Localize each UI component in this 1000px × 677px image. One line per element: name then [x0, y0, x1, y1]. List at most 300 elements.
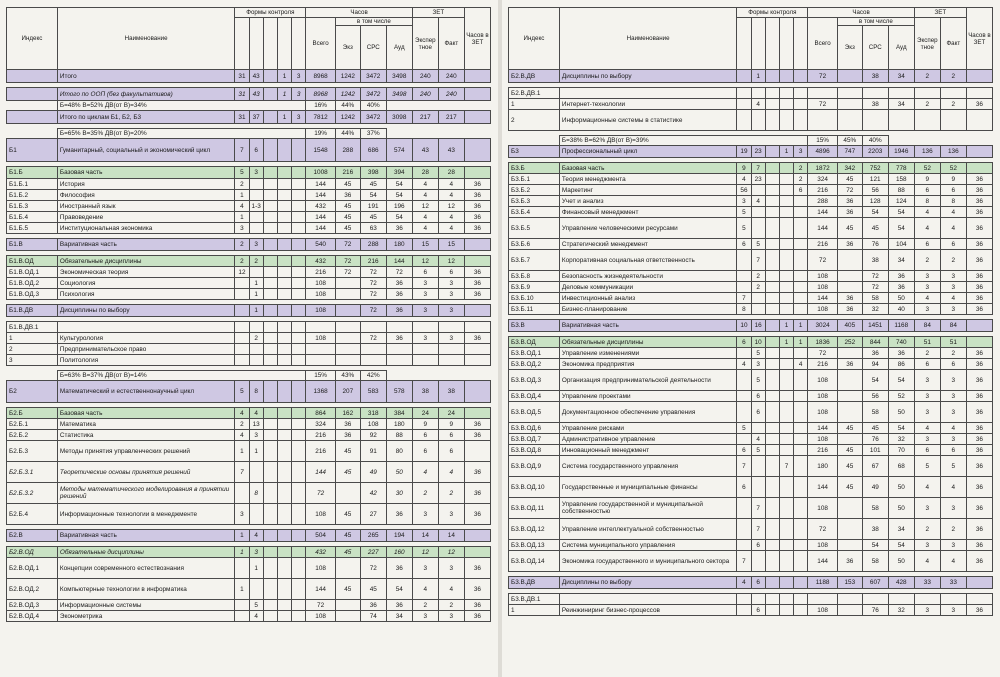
cell-exam: 45: [335, 179, 360, 190]
cell-srs: 94: [862, 359, 888, 370]
cell-form-1: 3: [235, 504, 249, 525]
cell-form-2: [249, 190, 263, 201]
cell-form-1: [737, 250, 751, 271]
cell-form-3: [263, 70, 277, 83]
cell-form-1: [737, 519, 751, 540]
cell-aud: 54: [386, 179, 412, 190]
cell-exam: 45: [335, 547, 360, 558]
cell-form-3: [263, 441, 277, 462]
cell-form-3: [765, 146, 779, 158]
cell-expert: 3: [412, 305, 438, 317]
ratio-spacer: [386, 371, 490, 381]
cell-form-4: [277, 256, 291, 267]
cell-form-1: [737, 498, 751, 519]
cell-form-3: [765, 271, 779, 282]
cell-srs: 49: [862, 477, 888, 498]
cell-fact: 3: [940, 402, 966, 423]
cell-srs: 72: [360, 267, 386, 278]
header-total: Всего: [306, 18, 336, 70]
cell-form-2: 4: [751, 196, 765, 207]
cell-srs: 288: [360, 239, 386, 251]
header-form-col: [765, 18, 779, 70]
cell-form-5: [292, 344, 306, 355]
cell-aud: 3498: [386, 70, 412, 83]
cell-srs: 318: [360, 408, 386, 419]
cell-exam: [335, 558, 360, 579]
right-page: [502, 0, 1000, 677]
cell-hours-per-zet: [464, 139, 490, 162]
cell-form-1: [235, 289, 249, 300]
cell-aud: 194: [386, 530, 412, 542]
cell-form-5: 2: [794, 163, 808, 174]
cell-hours-per-zet: 36: [464, 179, 490, 190]
cell-expert: 217: [412, 111, 438, 124]
cell-srs: 38: [862, 250, 888, 271]
cell-expert: 4: [412, 190, 438, 201]
cell-name: Базовая часть: [57, 167, 234, 179]
cell-index: Б3.Б.8: [509, 271, 560, 282]
cell-index: Б3.Б.10: [509, 293, 560, 304]
cell-form-3: [765, 110, 779, 131]
cell-expert: 9: [412, 419, 438, 430]
cell-form-2: 13: [249, 419, 263, 430]
cell-form-5: [794, 250, 808, 271]
cell-name: Эконометрика: [57, 611, 234, 622]
cell-form-1: [737, 540, 751, 551]
cell-form-1: [235, 333, 249, 344]
cell-srs: [862, 88, 888, 99]
cell-form-1: 5: [737, 423, 751, 434]
cell-name: Математика: [57, 419, 234, 430]
table-row: [509, 577, 993, 589]
cell-exam: [837, 250, 862, 271]
cell-hours-per-zet: [966, 146, 992, 158]
cell-form-3: [765, 196, 779, 207]
cell-name: [559, 594, 736, 605]
cell-exam: 36: [837, 207, 862, 218]
cell-aud: 50: [888, 402, 914, 423]
cell-fact: 4: [940, 477, 966, 498]
cell-name: Вариативная часть: [559, 320, 736, 332]
cell-expert: 240: [412, 70, 438, 83]
cell-total: 1872: [808, 163, 838, 174]
cell-form-5: 1: [794, 337, 808, 348]
cell-form-4: [277, 223, 291, 234]
cell-aud: [888, 594, 914, 605]
cell-srs: 76: [862, 605, 888, 616]
cell-form-2: [751, 423, 765, 434]
ratio-value: 16%: [306, 101, 336, 111]
table-row: [7, 201, 491, 212]
cell-srs: 72: [360, 333, 386, 344]
cell-form-5: [794, 239, 808, 250]
cell-total: 8968: [306, 88, 336, 101]
cell-form-4: [779, 370, 793, 391]
cell-form-4: 7: [779, 456, 793, 477]
header-including: в том числе: [335, 18, 412, 26]
cell-aud: 160: [386, 547, 412, 558]
cell-form-4: [779, 348, 793, 359]
cell-hours-per-zet: [464, 322, 490, 333]
cell-form-2: [751, 185, 765, 196]
table-row: [7, 167, 491, 179]
ratio-row: [7, 371, 491, 381]
cell-index: Б2.В.ОД.4: [7, 611, 58, 622]
cell-hours-per-zet: 36: [464, 289, 490, 300]
cell-aud: 394: [386, 167, 412, 179]
header-index: Индекс: [7, 8, 58, 70]
table-row: [509, 434, 993, 445]
cell-srs: 101: [862, 445, 888, 456]
cell-expert: 3: [412, 504, 438, 525]
table-row: [509, 551, 993, 572]
cell-expert: 3: [412, 333, 438, 344]
cell-srs: 27: [360, 504, 386, 525]
cell-form-3: [765, 207, 779, 218]
cell-form-2: 6: [249, 139, 263, 162]
cell-form-1: 4: [737, 577, 751, 589]
cell-exam: 36: [837, 293, 862, 304]
cell-expert: 3: [914, 370, 940, 391]
cell-total: 108: [306, 333, 336, 344]
cell-form-5: [794, 99, 808, 110]
cell-form-2: [751, 304, 765, 315]
cell-srs: 54: [862, 540, 888, 551]
cell-form-1: [737, 434, 751, 445]
cell-fact: 51: [940, 337, 966, 348]
cell-form-1: [737, 370, 751, 391]
cell-total: 288: [808, 196, 838, 207]
cell-form-1: 7: [235, 139, 249, 162]
cell-name: Финансовый менеджмент: [559, 207, 736, 218]
cell-fact: 4: [438, 223, 464, 234]
cell-form-2: 1-3: [249, 201, 263, 212]
cell-form-5: [292, 223, 306, 234]
cell-index: Б1.В.ДВ.1: [7, 322, 58, 333]
cell-form-2: 7: [751, 498, 765, 519]
table-row: [509, 196, 993, 207]
cell-index: Б2.Б.3: [7, 441, 58, 462]
cell-aud: 54: [386, 190, 412, 201]
cell-index: Б1.В.ОД: [7, 256, 58, 267]
cell-index: Б2.Б.4: [7, 504, 58, 525]
cell-form-3: [263, 239, 277, 251]
cell-exam: 36: [335, 190, 360, 201]
cell-form-1: 19: [737, 146, 751, 158]
cell-total: 108: [808, 605, 838, 616]
cell-fact: 6: [438, 441, 464, 462]
cell-form-3: [263, 278, 277, 289]
cell-srs: [862, 594, 888, 605]
cell-form-2: 23: [751, 174, 765, 185]
cell-expert: 6: [914, 239, 940, 250]
table-row: [7, 190, 491, 201]
header-including: в том числе: [837, 18, 914, 26]
cell-name: Дисциплины по выбору: [57, 305, 234, 317]
cell-form-4: [277, 530, 291, 542]
cell-form-2: 8: [249, 483, 263, 504]
header-expert: Экспер тное: [914, 18, 940, 70]
cell-form-2: 2: [751, 282, 765, 293]
cell-form-3: [263, 167, 277, 179]
cell-form-1: 5: [235, 381, 249, 403]
header-row: [7, 8, 491, 18]
cell-fact: 3: [940, 304, 966, 315]
cell-form-2: [249, 322, 263, 333]
cell-total: 108: [808, 282, 838, 293]
cell-name: Реинжиниринг бизнес-процессов: [559, 605, 736, 616]
cell-form-5: [292, 289, 306, 300]
cell-fact: 2: [940, 99, 966, 110]
cell-hours-per-zet: 36: [966, 185, 992, 196]
ratio-row: [7, 101, 491, 111]
cell-fact: 6: [438, 430, 464, 441]
cell-form-3: [765, 540, 779, 551]
table-row: [7, 483, 491, 504]
cell-form-4: [779, 519, 793, 540]
cell-fact: 4: [940, 551, 966, 572]
cell-form-1: [235, 344, 249, 355]
table-row: [509, 402, 993, 423]
cell-aud: 32: [888, 605, 914, 616]
cell-form-5: [794, 577, 808, 589]
cell-form-5: [292, 167, 306, 179]
cell-form-2: 7: [751, 250, 765, 271]
cell-index: Б1.В.ОД.1: [7, 267, 58, 278]
cell-exam: 72: [837, 185, 862, 196]
cell-total: 432: [306, 547, 336, 558]
cell-expert: 3: [914, 540, 940, 551]
table-row: [509, 594, 993, 605]
cell-form-4: [277, 201, 291, 212]
table-row: [509, 348, 993, 359]
table-row: [7, 139, 491, 162]
cell-exam: 45: [335, 462, 360, 483]
cell-fact: 43: [438, 139, 464, 162]
cell-name: Обязательные дисциплины: [559, 337, 736, 348]
table-row: [7, 600, 491, 611]
cell-form-1: 2: [235, 256, 249, 267]
cell-hours-per-zet: 36: [966, 271, 992, 282]
cell-form-4: [277, 547, 291, 558]
cell-fact: 3: [438, 558, 464, 579]
cell-form-1: 6: [737, 239, 751, 250]
cell-form-2: 3: [249, 430, 263, 441]
cell-form-5: [292, 139, 306, 162]
cell-total: 216: [808, 239, 838, 250]
cell-form-5: [794, 498, 808, 519]
header-hours: Часов: [808, 8, 915, 18]
header-row: [509, 8, 993, 18]
cell-index: Б2.Б.3.2: [7, 483, 58, 504]
cell-fact: 14: [438, 530, 464, 542]
cell-expert: 43: [412, 139, 438, 162]
cell-expert: 15: [412, 239, 438, 251]
cell-total: 7812: [306, 111, 336, 124]
cell-expert: 2: [914, 99, 940, 110]
header-fact: Факт: [438, 18, 464, 70]
cell-name: Компьютерные технологии в информатика: [57, 579, 234, 600]
cell-form-5: [794, 304, 808, 315]
cell-expert: 84: [914, 320, 940, 332]
cell-expert: 3: [914, 271, 940, 282]
cell-name: Профессиональный цикл: [559, 146, 736, 158]
cell-form-1: [737, 99, 751, 110]
cell-total: 72: [808, 519, 838, 540]
cell-form-1: [737, 348, 751, 359]
cell-aud: 574: [386, 139, 412, 162]
cell-form-4: [277, 289, 291, 300]
header-forms: Формы контроля: [235, 8, 306, 18]
cell-hours-per-zet: 36: [464, 267, 490, 278]
cell-exam: 45: [837, 477, 862, 498]
cell-form-3: [263, 212, 277, 223]
cell-name: Итого по циклам Б1, Б2, Б3: [57, 111, 234, 124]
cell-aud: 34: [386, 611, 412, 622]
cell-exam: 45: [335, 579, 360, 600]
cell-exam: [837, 99, 862, 110]
table-row: [509, 185, 993, 196]
cell-index: Б2: [7, 381, 58, 403]
cell-index: Б2.В.ДВ: [509, 70, 560, 83]
cell-form-2: [751, 456, 765, 477]
cell-form-5: [292, 333, 306, 344]
cell-form-2: 7: [751, 519, 765, 540]
cell-form-3: [263, 256, 277, 267]
table-row: [7, 305, 491, 317]
cell-exam: 1242: [335, 70, 360, 83]
cell-form-4: [277, 190, 291, 201]
header-form-col: [794, 18, 808, 70]
table-row: [7, 70, 491, 83]
header-total: Всего: [808, 18, 838, 70]
cell-form-1: 4: [737, 174, 751, 185]
cell-aud: 36: [386, 504, 412, 525]
cell-exam: 72: [335, 256, 360, 267]
table-row: [509, 239, 993, 250]
cell-name: Инновационный менеджмент: [559, 445, 736, 456]
cell-exam: 1242: [335, 88, 360, 101]
cell-expert: [412, 322, 438, 333]
cell-expert: 240: [412, 88, 438, 101]
cell-form-4: [277, 430, 291, 441]
cell-form-2: 1: [249, 558, 263, 579]
cell-exam: [335, 278, 360, 289]
cell-form-5: [794, 391, 808, 402]
ratio-value: 37%: [360, 129, 386, 139]
cell-form-3: [765, 99, 779, 110]
cell-aud: 1168: [888, 320, 914, 332]
cell-srs: 1451: [862, 320, 888, 332]
cell-srs: 74: [360, 611, 386, 622]
cell-srs: 686: [360, 139, 386, 162]
cell-srs: 58: [862, 293, 888, 304]
header-exam: Экз: [335, 26, 360, 70]
cell-srs: 265: [360, 530, 386, 542]
cell-form-3: [765, 359, 779, 370]
cell-form-3: [263, 419, 277, 430]
cell-index: Б3.В.ОД.3: [509, 370, 560, 391]
cell-form-4: [779, 577, 793, 589]
cell-hours-per-zet: 36: [966, 498, 992, 519]
cell-form-1: 6: [737, 337, 751, 348]
table-row: [509, 477, 993, 498]
cell-form-4: [779, 445, 793, 456]
header-form-col: [737, 18, 751, 70]
cell-form-1: [737, 402, 751, 423]
cell-index: Б3.В.ОД.2: [509, 359, 560, 370]
cell-form-5: 6: [794, 185, 808, 196]
cell-form-3: [765, 282, 779, 293]
cell-hours-per-zet: 36: [966, 250, 992, 271]
cell-aud: 88: [386, 430, 412, 441]
cell-srs: 191: [360, 201, 386, 212]
cell-total: 144: [808, 218, 838, 239]
cell-form-4: [779, 70, 793, 83]
cell-fact: 9: [940, 174, 966, 185]
cell-aud: 384: [386, 408, 412, 419]
ratio-spacer: [7, 129, 58, 139]
table-row: [7, 611, 491, 622]
cell-form-1: [235, 278, 249, 289]
cell-aud: 34: [888, 250, 914, 271]
cell-form-1: 1: [235, 530, 249, 542]
cell-total: 144: [808, 551, 838, 572]
cell-expert: 6: [914, 359, 940, 370]
cell-name: Информационные системы в статистике: [559, 110, 736, 131]
cell-form-2: 2: [249, 333, 263, 344]
cell-aud: 158: [888, 174, 914, 185]
cell-srs: 56: [862, 185, 888, 196]
cell-name: Базовая часть: [57, 408, 234, 419]
cell-form-4: [277, 322, 291, 333]
cell-index: Б2.Б: [7, 408, 58, 419]
cell-form-1: 5: [737, 218, 751, 239]
cell-exam: [335, 611, 360, 622]
cell-total: 3024: [808, 320, 838, 332]
cell-srs: 398: [360, 167, 386, 179]
cell-total: 108: [808, 304, 838, 315]
cell-total: 1548: [306, 139, 336, 162]
cell-aud: [386, 322, 412, 333]
cell-index: [7, 88, 58, 101]
cell-name: Дисциплины по выбору: [559, 577, 736, 589]
cell-aud: 30: [386, 483, 412, 504]
cell-aud: 578: [386, 381, 412, 403]
cell-form-3: [263, 408, 277, 419]
cell-hours-per-zet: [966, 577, 992, 589]
cell-form-5: [292, 483, 306, 504]
cell-form-4: 1: [779, 146, 793, 158]
cell-hours-per-zet: 36: [966, 293, 992, 304]
ratio-value: 19%: [306, 129, 336, 139]
cell-aud: 54: [888, 370, 914, 391]
cell-form-5: [794, 110, 808, 131]
cell-total: [808, 88, 838, 99]
cell-srs: 72: [360, 278, 386, 289]
cell-form-2: [751, 477, 765, 498]
cell-expert: 3: [914, 391, 940, 402]
cell-hours-per-zet: 36: [966, 218, 992, 239]
cell-fact: 3: [438, 305, 464, 317]
cell-form-5: [794, 456, 808, 477]
cell-hours-per-zet: 36: [464, 333, 490, 344]
cell-hours-per-zet: [464, 70, 490, 83]
cell-form-5: 4: [794, 359, 808, 370]
table-row: [7, 333, 491, 344]
table-row: [7, 355, 491, 366]
cell-name: История: [57, 179, 234, 190]
